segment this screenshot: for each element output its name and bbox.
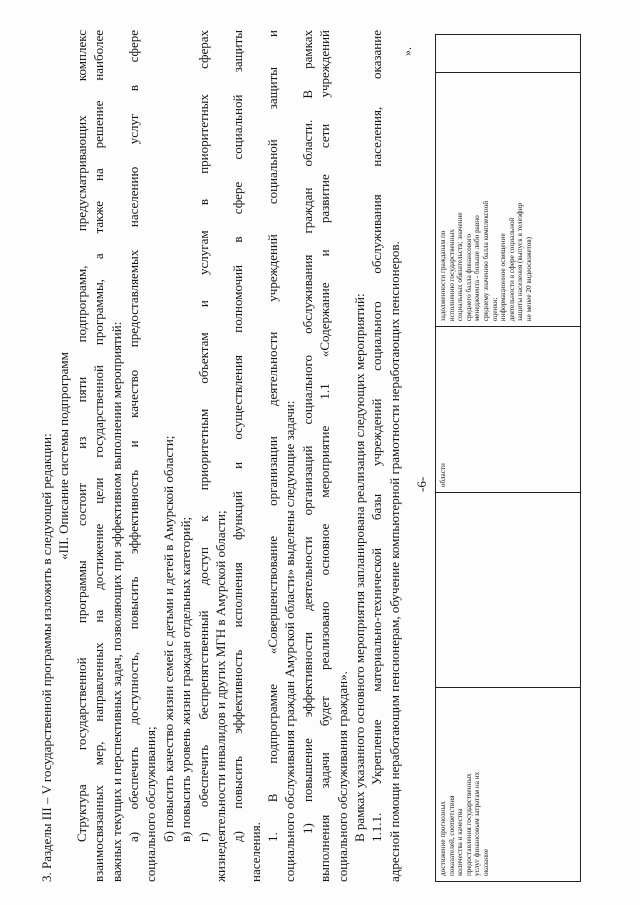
program-table-fragment <box>435 34 581 882</box>
cell-line: показателей, соответствия <box>447 795 456 876</box>
cell-line: задолженности гражданам по <box>439 230 447 322</box>
paragraph-line: важных текущих и перспективных задач, позволяющих при эффективном выполнении мероприятий: <box>108 321 124 882</box>
task-paragraph: 1) повышение эффективности деятельности организаций социального обслуживания граждан области. В рамках <box>299 30 315 834</box>
table-cell-col4 <box>436 73 581 327</box>
list-item-e-cont: населения. <box>247 822 263 882</box>
cell-line: информационное освещение <box>499 233 508 322</box>
cell-line: деятельности в сфере социальной <box>507 217 516 322</box>
list-item-b: б) повысить качество жизни семей с детьми и детей в Амурской области; <box>160 435 176 842</box>
cell-line: менеджмента - больше либо равно <box>473 215 482 322</box>
activity-item: 1.1.1. Укрепление материально-технической базы учреждений социального обслуживания населения, оказание <box>369 30 385 842</box>
rotated-content <box>20 12 620 892</box>
paragraph-line: социального обслуживания граждан Амурской области» выделены следующие задачи: <box>282 400 298 882</box>
list-item-a-cont: социального обслуживания; <box>143 726 159 882</box>
closing-quote-mark: ». <box>400 47 414 56</box>
paragraph-line: выполнения задачи будет реализовано основное мероприятие 1.1 «Содержание и развитие сети учреждений <box>317 30 333 882</box>
cell-line: оценки; <box>490 297 499 322</box>
table-cell-col1 <box>436 687 581 881</box>
cell-line: среднему значению балла комплексной <box>481 200 490 322</box>
cell-line: оказание <box>481 848 490 876</box>
cell-line: количества и качества <box>456 808 465 876</box>
section-heading: «III. Описание системы подпрограмм <box>56 352 72 560</box>
cell-line: достижение прогнозных <box>439 801 447 876</box>
paragraph-line: взаимосвязанных мер, направленных на достижение цели государственной программы, а также на решение наиболее <box>91 30 107 882</box>
paragraph-line: социального обслуживания граждан». <box>334 671 350 882</box>
table-row <box>436 35 581 882</box>
section-intro-line: 3. Разделы III – V государственной программы изложить в следующей редакции: <box>39 433 54 882</box>
list-item-d-cont: жизнедеятельности инвалидов и других МГН в Амурской области; <box>212 510 228 882</box>
cell-line: предоставления государственных <box>464 773 473 876</box>
list-item-d: г) обеспечить беспрепятственный доступ к приоритетным объектам и услугам в приоритетных сферах <box>195 30 211 842</box>
paragraph-line: Структура государственной программы состоит из пяти подпрограмм, предусматривающих комплекс <box>73 30 89 842</box>
document-body <box>38 30 403 882</box>
cell-line: социальных обязательств; значение <box>456 212 465 322</box>
subprogram-paragraph: 1. В подпрограмме «Совершенствование организации деятельности учреждений социальной защиты и <box>265 30 281 842</box>
cell-line: области <box>439 463 447 488</box>
list-item-e: д) повысить эффективность исполнения функций и осуществления полномочий в сфере социальной защиты <box>230 30 246 842</box>
cell-line: исполнению государственных <box>447 229 456 322</box>
paragraph-line: адресной помощи неработающим пенсионерам, обучение компьютерной грамотности неработающих пенсионеров. <box>386 241 402 882</box>
table-cell-col2 <box>436 493 581 687</box>
table-cell-col3 <box>436 327 581 493</box>
activities-intro: В рамках указанного основного мероприятия запланирована реализация следующих мероприятий: <box>352 293 368 842</box>
list-item-c: в) повысить уровень жизни граждан отдельных категорий; <box>178 516 194 842</box>
cell-line: защиты населения (выпуск в телеэфир <box>516 203 525 322</box>
table-cell-col5 <box>436 35 581 73</box>
cell-line: услуг финансовым затратам на их <box>473 771 482 876</box>
page-number: -6- <box>414 476 429 492</box>
cell-line: среднего балла финансового <box>464 233 473 322</box>
list-item-a: а) обеспечить доступность, повысить эффективность и качество предоставляемых населению услуг в сфере <box>125 30 141 842</box>
cell-line: не менее 20 видеосюжетов) <box>524 236 533 322</box>
